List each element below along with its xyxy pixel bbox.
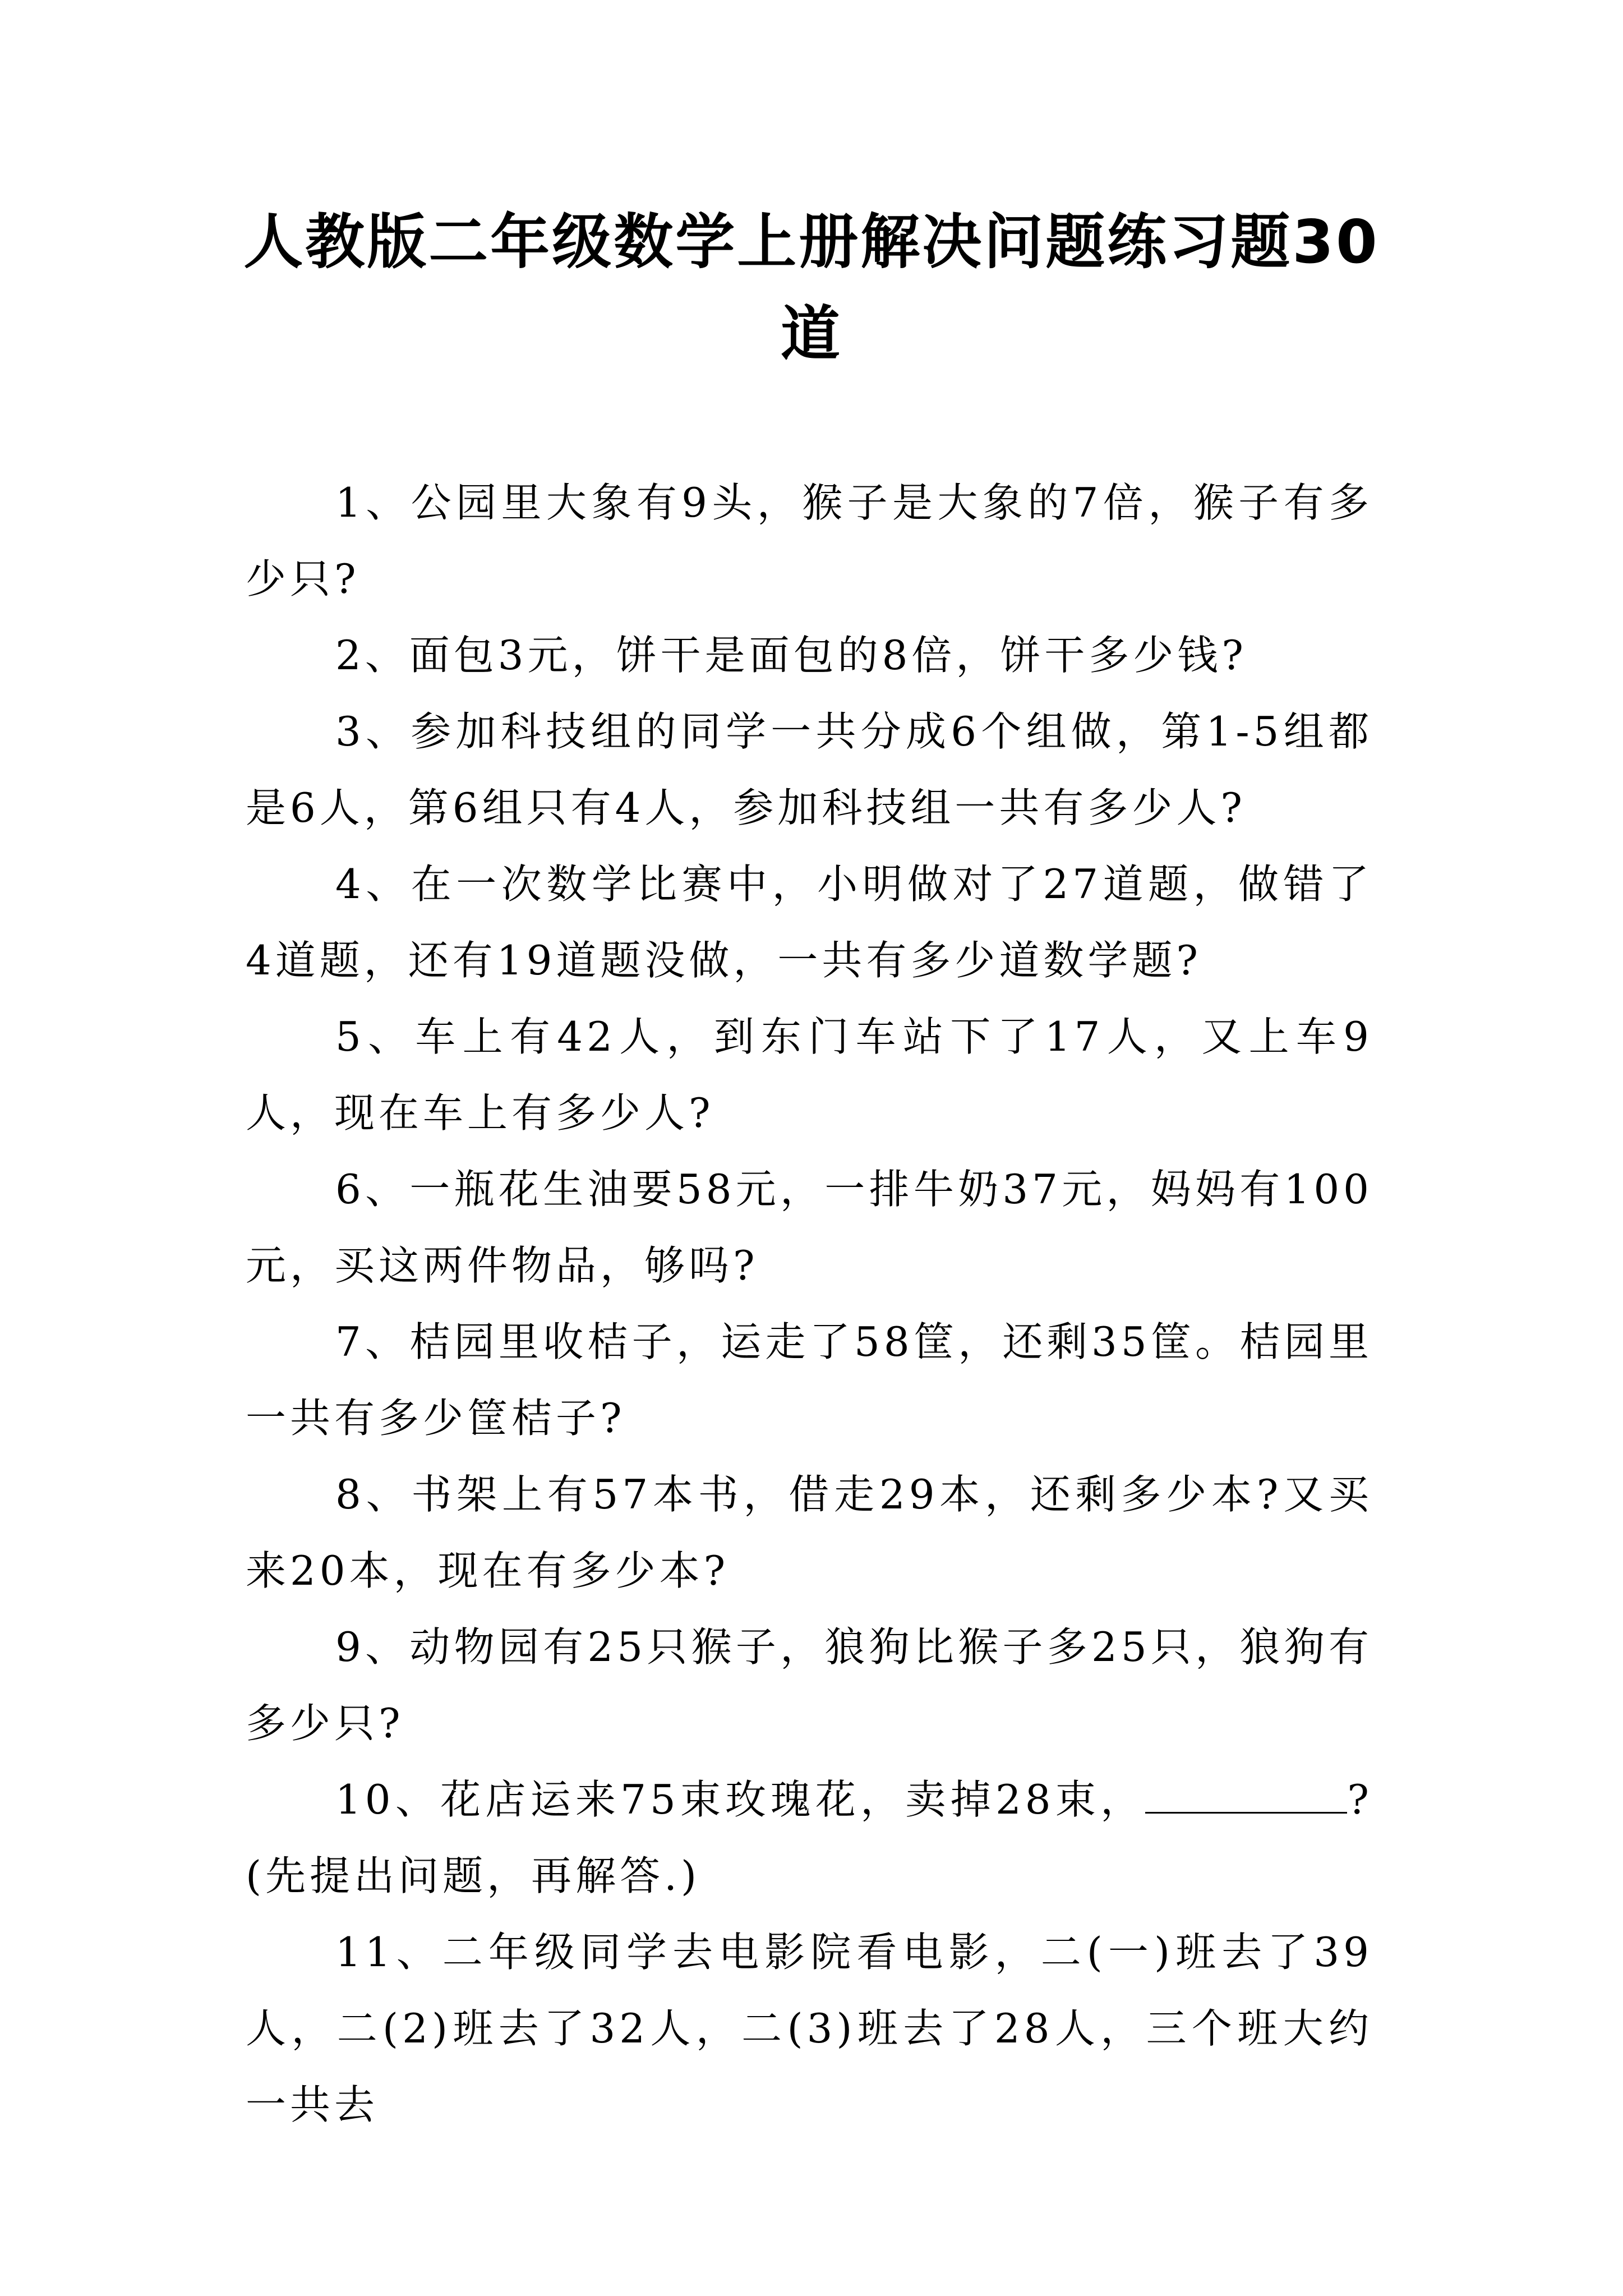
problem-10-text: 10、花店运来75束玫瑰花，卖掉28束，	[335, 1776, 1146, 1823]
problem-10-instruction: ?(先提出问题，再解答.)	[246, 1776, 1373, 1899]
problem-11: 11、二年级同学去电影院看电影，二(一)班去了39人，二(2)班去了32人，二(3)班去了28人，三个班大约一共去	[246, 1929, 1373, 2128]
document-title: 人教版二年级数学上册解决问题练习题30道	[243, 208, 1380, 369]
answer-blank	[1145, 1778, 1347, 1814]
problem-2: 2、面包3元，饼干是面包的8倍，饼干多少钱?	[335, 632, 1248, 679]
problem-7: 7、桔园里收桔子，运走了58筐，还剩35筐。桔园里一共有多少筐桔子?	[246, 1318, 1373, 1442]
problem-3: 3、参加科技组的同学一共分成6个组做，第1-5组都是6人，第6组只有4人，参加科技组一共有多少人?	[246, 708, 1373, 831]
problem-6: 6、一瓶花生油要58元，一排牛奶37元，妈妈有100元，买这两件物品，够吗?	[246, 1166, 1373, 1289]
problem-1: 1、公园里大象有9头，猴子是大象的7倍，猴子有多少只?	[246, 479, 1373, 602]
problem-5: 5、车上有42人，到东门车站下了17人，又上车9人，现在车上有多少人?	[246, 1013, 1373, 1137]
problem-9: 9、动物园有25只猴子，狼狗比猴子多25只，狼狗有多少只?	[246, 1623, 1373, 1747]
problem-4: 4、在一次数学比赛中，小明做对了27道题，做错了4道题，还有19道题没做，一共有多少道数学题?	[246, 861, 1373, 984]
problem-list	[246, 464, 1373, 2143]
problem-10	[246, 1761, 1373, 1914]
problem-8: 8、书架上有57本书，借走29本，还剩多少本?又买来20本，现在有多少本?	[246, 1471, 1373, 1594]
